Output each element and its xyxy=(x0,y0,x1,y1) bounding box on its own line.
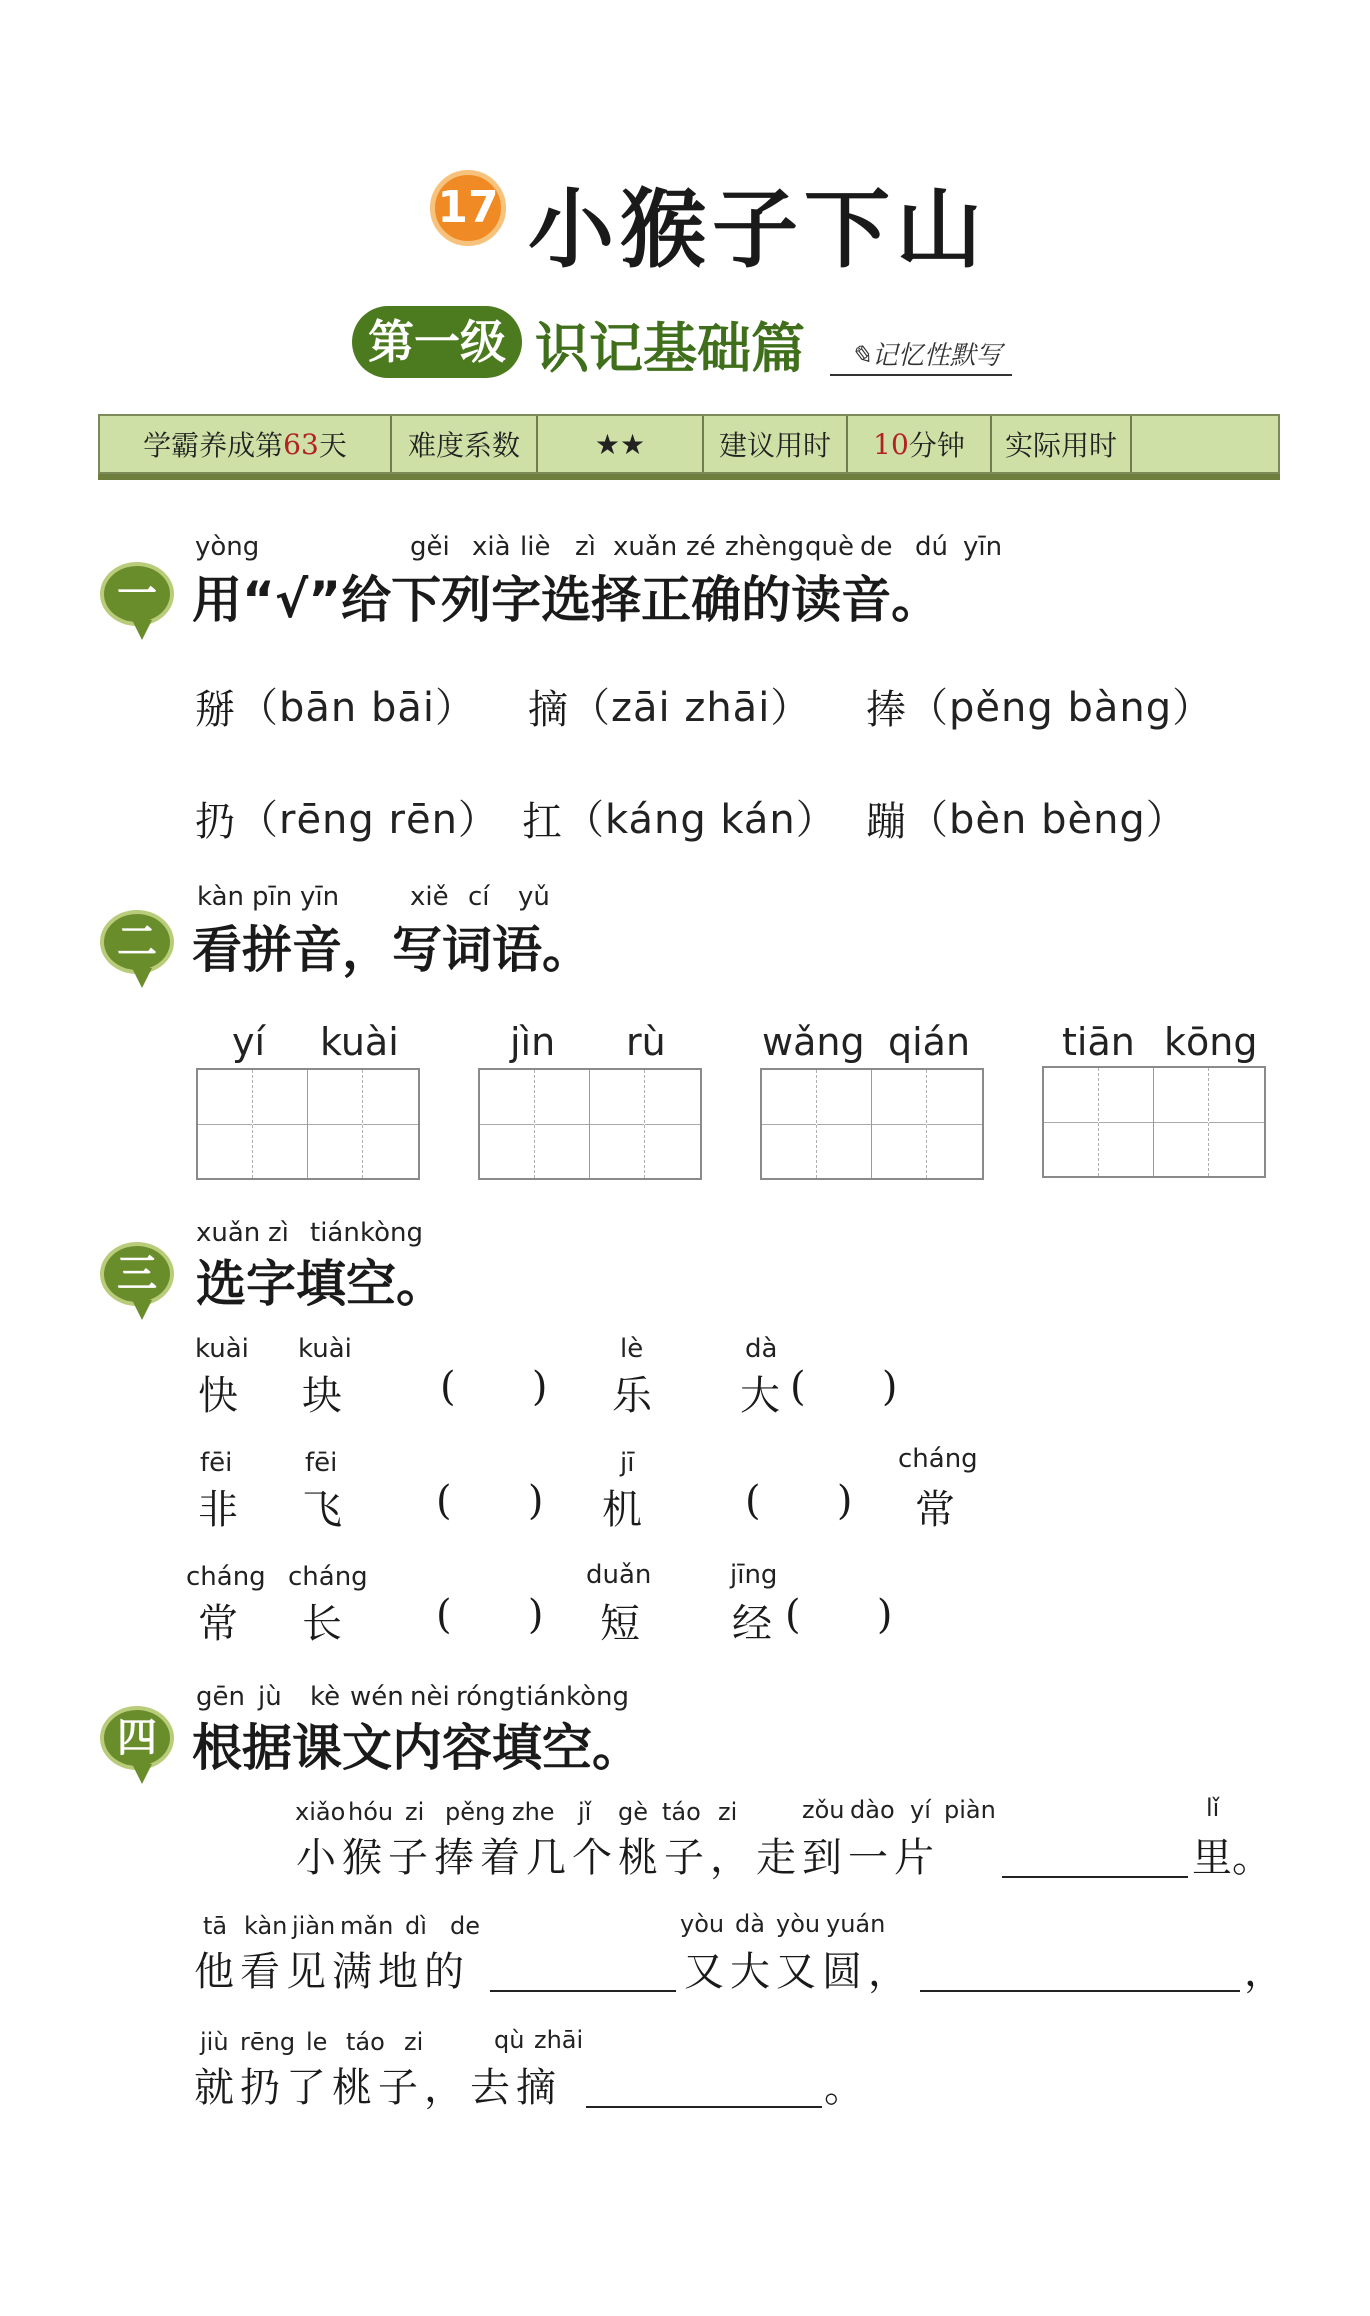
s3-r1-p4: dà xyxy=(745,1334,778,1364)
s4-line1-end: 里。 xyxy=(1192,1835,1272,1881)
s3-r1-blank1[interactable]: ( ) xyxy=(440,1364,548,1410)
word-2-pinyin-b: rù xyxy=(626,1020,666,1064)
s4-l2-py-0: tā xyxy=(203,1912,228,1940)
s4-pinyin-4: nèi xyxy=(410,1682,450,1712)
s3-r1-blank2[interactable]: ( ) xyxy=(790,1364,898,1410)
s1-pinyin-7: zhèng xyxy=(725,532,805,562)
suggested-time-unit: 分钟 xyxy=(908,429,965,462)
s4-l1-py-7: táo xyxy=(662,1798,701,1826)
s1-pinyin-9: de xyxy=(860,532,893,562)
s4-l2-py-8: yòu xyxy=(776,1910,821,1938)
s3-r3-blank1[interactable]: ( ) xyxy=(436,1592,544,1638)
s3-r1-p1: kuài xyxy=(195,1334,249,1364)
word-4-grid[interactable] xyxy=(1042,1066,1266,1178)
level-name: 识记基础篇 xyxy=(535,317,805,380)
s2-pinyin-1: pīn xyxy=(252,882,293,912)
s4-l1-py-11: yí xyxy=(910,1796,931,1824)
word-4-pinyin-b: kōng xyxy=(1164,1020,1258,1064)
word-3-pinyin-a: wǎng xyxy=(762,1020,865,1064)
s2-pinyin-2: yīn xyxy=(300,882,340,912)
s1-pinyin-6: zé xyxy=(686,532,716,562)
s1-options-1[interactable]: （zāi zhāi） xyxy=(570,685,812,731)
s2-pinyin-0: kàn xyxy=(197,882,245,912)
s4-l1-py-1: hóu xyxy=(348,1798,394,1826)
s3-r3-blank2[interactable]: ( ) xyxy=(785,1592,893,1638)
s4-l2-py-4: dì xyxy=(405,1912,427,1940)
section-4-badge: 四 xyxy=(100,1706,174,1770)
s4-l3-py-4: zi xyxy=(404,2028,424,2056)
section-4-title: 根据课文内容填空。 xyxy=(192,1719,642,1777)
s1-char-4: 扛 xyxy=(522,799,562,845)
s4-l2-py-9: yuán xyxy=(826,1910,886,1938)
s1-pinyin-5: xuǎn xyxy=(613,532,678,562)
word-2-pinyin-a: jìn xyxy=(510,1020,556,1064)
s1-options-2[interactable]: （pěng bàng） xyxy=(908,685,1214,731)
s3-pinyin-1: zì xyxy=(268,1218,289,1248)
s4-l1-py-12: piàn xyxy=(944,1796,996,1824)
s4-l3-py-3: táo xyxy=(346,2028,385,2056)
word-1-pinyin-b: kuài xyxy=(320,1020,399,1064)
s4-l1-py-0: xiǎo xyxy=(295,1798,346,1826)
s4-pinyin-3: wén xyxy=(350,1682,404,1712)
s4-line2-blank2[interactable] xyxy=(920,1956,1240,1992)
s4-line2-end: ， xyxy=(1244,1949,1284,1995)
day-number: 63 xyxy=(283,427,319,461)
s3-r2-c3: 机 xyxy=(602,1487,642,1533)
s3-r3-p1: cháng xyxy=(186,1562,266,1592)
lesson-title: 小猴子下山 xyxy=(528,180,988,280)
s3-pinyin-2: tián xyxy=(310,1218,360,1248)
s3-r1-c3: 乐 xyxy=(612,1373,652,1419)
s4-l2-py-6: yòu xyxy=(680,1910,725,1938)
s4-line2-blank1[interactable] xyxy=(490,1956,676,1992)
s1-pinyin-0: yòng xyxy=(195,532,260,562)
s3-pinyin-0: xuǎn xyxy=(196,1218,261,1248)
actual-time-field[interactable] xyxy=(1132,416,1278,472)
s4-l2-py-5: de xyxy=(450,1912,480,1940)
s4-line2-text: 他看见满地的 xyxy=(194,1949,470,1995)
s4-l3-py-6: zhāi xyxy=(534,2026,584,2054)
s1-pinyin-8: què xyxy=(805,532,854,562)
word-3-grid[interactable] xyxy=(760,1068,984,1180)
suggested-time-label: 建议用时 xyxy=(704,416,848,472)
s1-options-5[interactable]: （bèn bèng） xyxy=(908,797,1187,843)
s4-l1-py-9: zǒu xyxy=(802,1796,845,1824)
s1-char-1: 摘 xyxy=(528,687,568,733)
s2-pinyin-5: yǔ xyxy=(518,882,550,912)
s4-line3-text: 就扔了桃子，去摘 xyxy=(194,2065,562,2111)
s1-options-3[interactable]: （rēng rēn） xyxy=(238,797,499,843)
s4-l1-py-13: lǐ xyxy=(1206,1794,1220,1822)
s1-char-0: 掰 xyxy=(195,687,235,733)
s3-r1-c4: 大 xyxy=(740,1373,780,1419)
actual-time-label: 实际用时 xyxy=(992,416,1132,472)
section-3-badge: 三 xyxy=(100,1242,174,1306)
s4-pinyin-2: kè xyxy=(310,1682,341,1712)
s4-pinyin-7: kòng xyxy=(566,1682,630,1712)
section-3-title: 选字填空。 xyxy=(196,1255,446,1313)
s4-pinyin-6: tián xyxy=(516,1682,566,1712)
s3-r1-p3: lè xyxy=(620,1334,644,1364)
suggested-time xyxy=(848,416,992,472)
s4-l1-py-4: zhe xyxy=(512,1798,555,1826)
pen-icon: ✎ xyxy=(850,341,872,371)
s4-l1-py-3: pěng xyxy=(445,1798,506,1826)
day-suffix: 天 xyxy=(318,429,347,462)
s4-line3-blank[interactable] xyxy=(586,2072,822,2108)
s4-l1-py-5: jǐ xyxy=(578,1798,592,1826)
s3-r2-blank1[interactable]: ( ) xyxy=(436,1478,544,1524)
level-note xyxy=(830,335,1012,376)
lesson-number-badge: 17 xyxy=(430,170,506,246)
day-counter xyxy=(100,416,392,472)
s1-char-5: 蹦 xyxy=(866,799,906,845)
s1-char-2: 捧 xyxy=(866,687,906,733)
s3-r2-c4: 常 xyxy=(915,1487,955,1533)
s3-r3-p3: duǎn xyxy=(586,1560,652,1590)
s4-l3-py-5: qù xyxy=(494,2026,525,2054)
day-prefix: 学霸养成第 xyxy=(143,429,284,462)
s4-l3-py-1: rēng xyxy=(240,2028,296,2056)
level-note-text: 记忆性默写 xyxy=(871,341,1002,371)
section-1-badge: 一 xyxy=(100,562,174,626)
s3-r2-c2: 飞 xyxy=(302,1487,342,1533)
word-4-pinyin-a: tiān xyxy=(1062,1020,1135,1064)
s4-l1-py-2: zi xyxy=(405,1798,425,1826)
s4-l2-py-7: dà xyxy=(735,1910,765,1938)
level-badge: 第一级 xyxy=(352,306,522,378)
s4-pinyin-5: róng xyxy=(456,1682,516,1712)
s4-line3-end: 。 xyxy=(824,2065,864,2111)
difficulty-stars: ★★ xyxy=(538,416,704,472)
s1-options-0[interactable]: （bān bāi） xyxy=(238,685,476,731)
info-bar xyxy=(98,414,1280,474)
s4-l1-py-10: dào xyxy=(850,1796,895,1824)
s3-r2-blank2[interactable]: ( ) xyxy=(745,1478,853,1524)
s3-r3-c4: 经 xyxy=(732,1601,772,1647)
s2-pinyin-4: cí xyxy=(468,882,490,912)
s1-options-4[interactable]: （káng kán） xyxy=(564,797,837,843)
word-1-pinyin-a: yí xyxy=(232,1020,266,1064)
s3-r3-p4: jīng xyxy=(730,1560,778,1590)
s2-pinyin-3: xiě xyxy=(410,882,449,912)
s1-char-3: 扔 xyxy=(195,799,235,845)
s3-r3-c1: 常 xyxy=(198,1601,238,1647)
s4-l1-py-6: gè xyxy=(618,1798,648,1826)
s3-r3-c2: 长 xyxy=(302,1601,342,1647)
s3-r2-p4: cháng xyxy=(898,1444,978,1474)
word-3-pinyin-b: qián xyxy=(888,1020,971,1064)
s1-pinyin-11: yīn xyxy=(963,532,1003,562)
s3-r2-p1: fēi xyxy=(200,1448,233,1478)
s1-pinyin-1: gěi xyxy=(410,532,450,562)
s3-r1-c1: 快 xyxy=(198,1373,238,1419)
s1-pinyin-2: xià xyxy=(472,532,511,562)
s3-r3-p2: cháng xyxy=(288,1562,368,1592)
s4-pinyin-0: gēn xyxy=(196,1682,245,1712)
s4-l3-py-0: jiù xyxy=(200,2028,229,2056)
s4-line1-blank[interactable] xyxy=(1002,1842,1188,1878)
s3-r3-c3: 短 xyxy=(600,1601,640,1647)
s4-l2-py-1: kàn xyxy=(244,1912,288,1940)
word-1-grid[interactable] xyxy=(196,1068,420,1180)
s1-pinyin-3: liè xyxy=(520,532,551,562)
s4-l2-py-3: mǎn xyxy=(340,1912,394,1940)
s4-line1-text: 小猴子捧着几个桃子，走到一片 xyxy=(296,1835,940,1881)
s4-l1-py-8: zi xyxy=(718,1798,738,1826)
section-2-badge: 二 xyxy=(100,910,174,974)
s4-l2-py-2: jiàn xyxy=(292,1912,336,1940)
section-2-title: 看拼音，写词语。 xyxy=(192,921,592,979)
s1-pinyin-10: dú xyxy=(915,532,948,562)
difficulty-label: 难度系数 xyxy=(392,416,538,472)
word-2-grid[interactable] xyxy=(478,1068,702,1180)
s4-l3-py-2: le xyxy=(306,2028,328,2056)
s3-r2-c1: 非 xyxy=(198,1487,238,1533)
s4-line2-mid: 又大又圆， xyxy=(684,1949,914,1995)
s1-pinyin-4: zì xyxy=(575,532,596,562)
suggested-time-value: 10 xyxy=(873,427,909,461)
s3-pinyin-3: kòng xyxy=(360,1218,424,1248)
section-1-title: 用“√”给下列字选择正确的读音。 xyxy=(192,571,942,629)
s4-pinyin-1: jù xyxy=(258,1682,282,1712)
s3-r1-p2: kuài xyxy=(298,1334,352,1364)
s3-r2-p2: fēi xyxy=(305,1448,338,1478)
s3-r2-p3: jī xyxy=(620,1448,635,1478)
s3-r1-c2: 块 xyxy=(302,1373,342,1419)
